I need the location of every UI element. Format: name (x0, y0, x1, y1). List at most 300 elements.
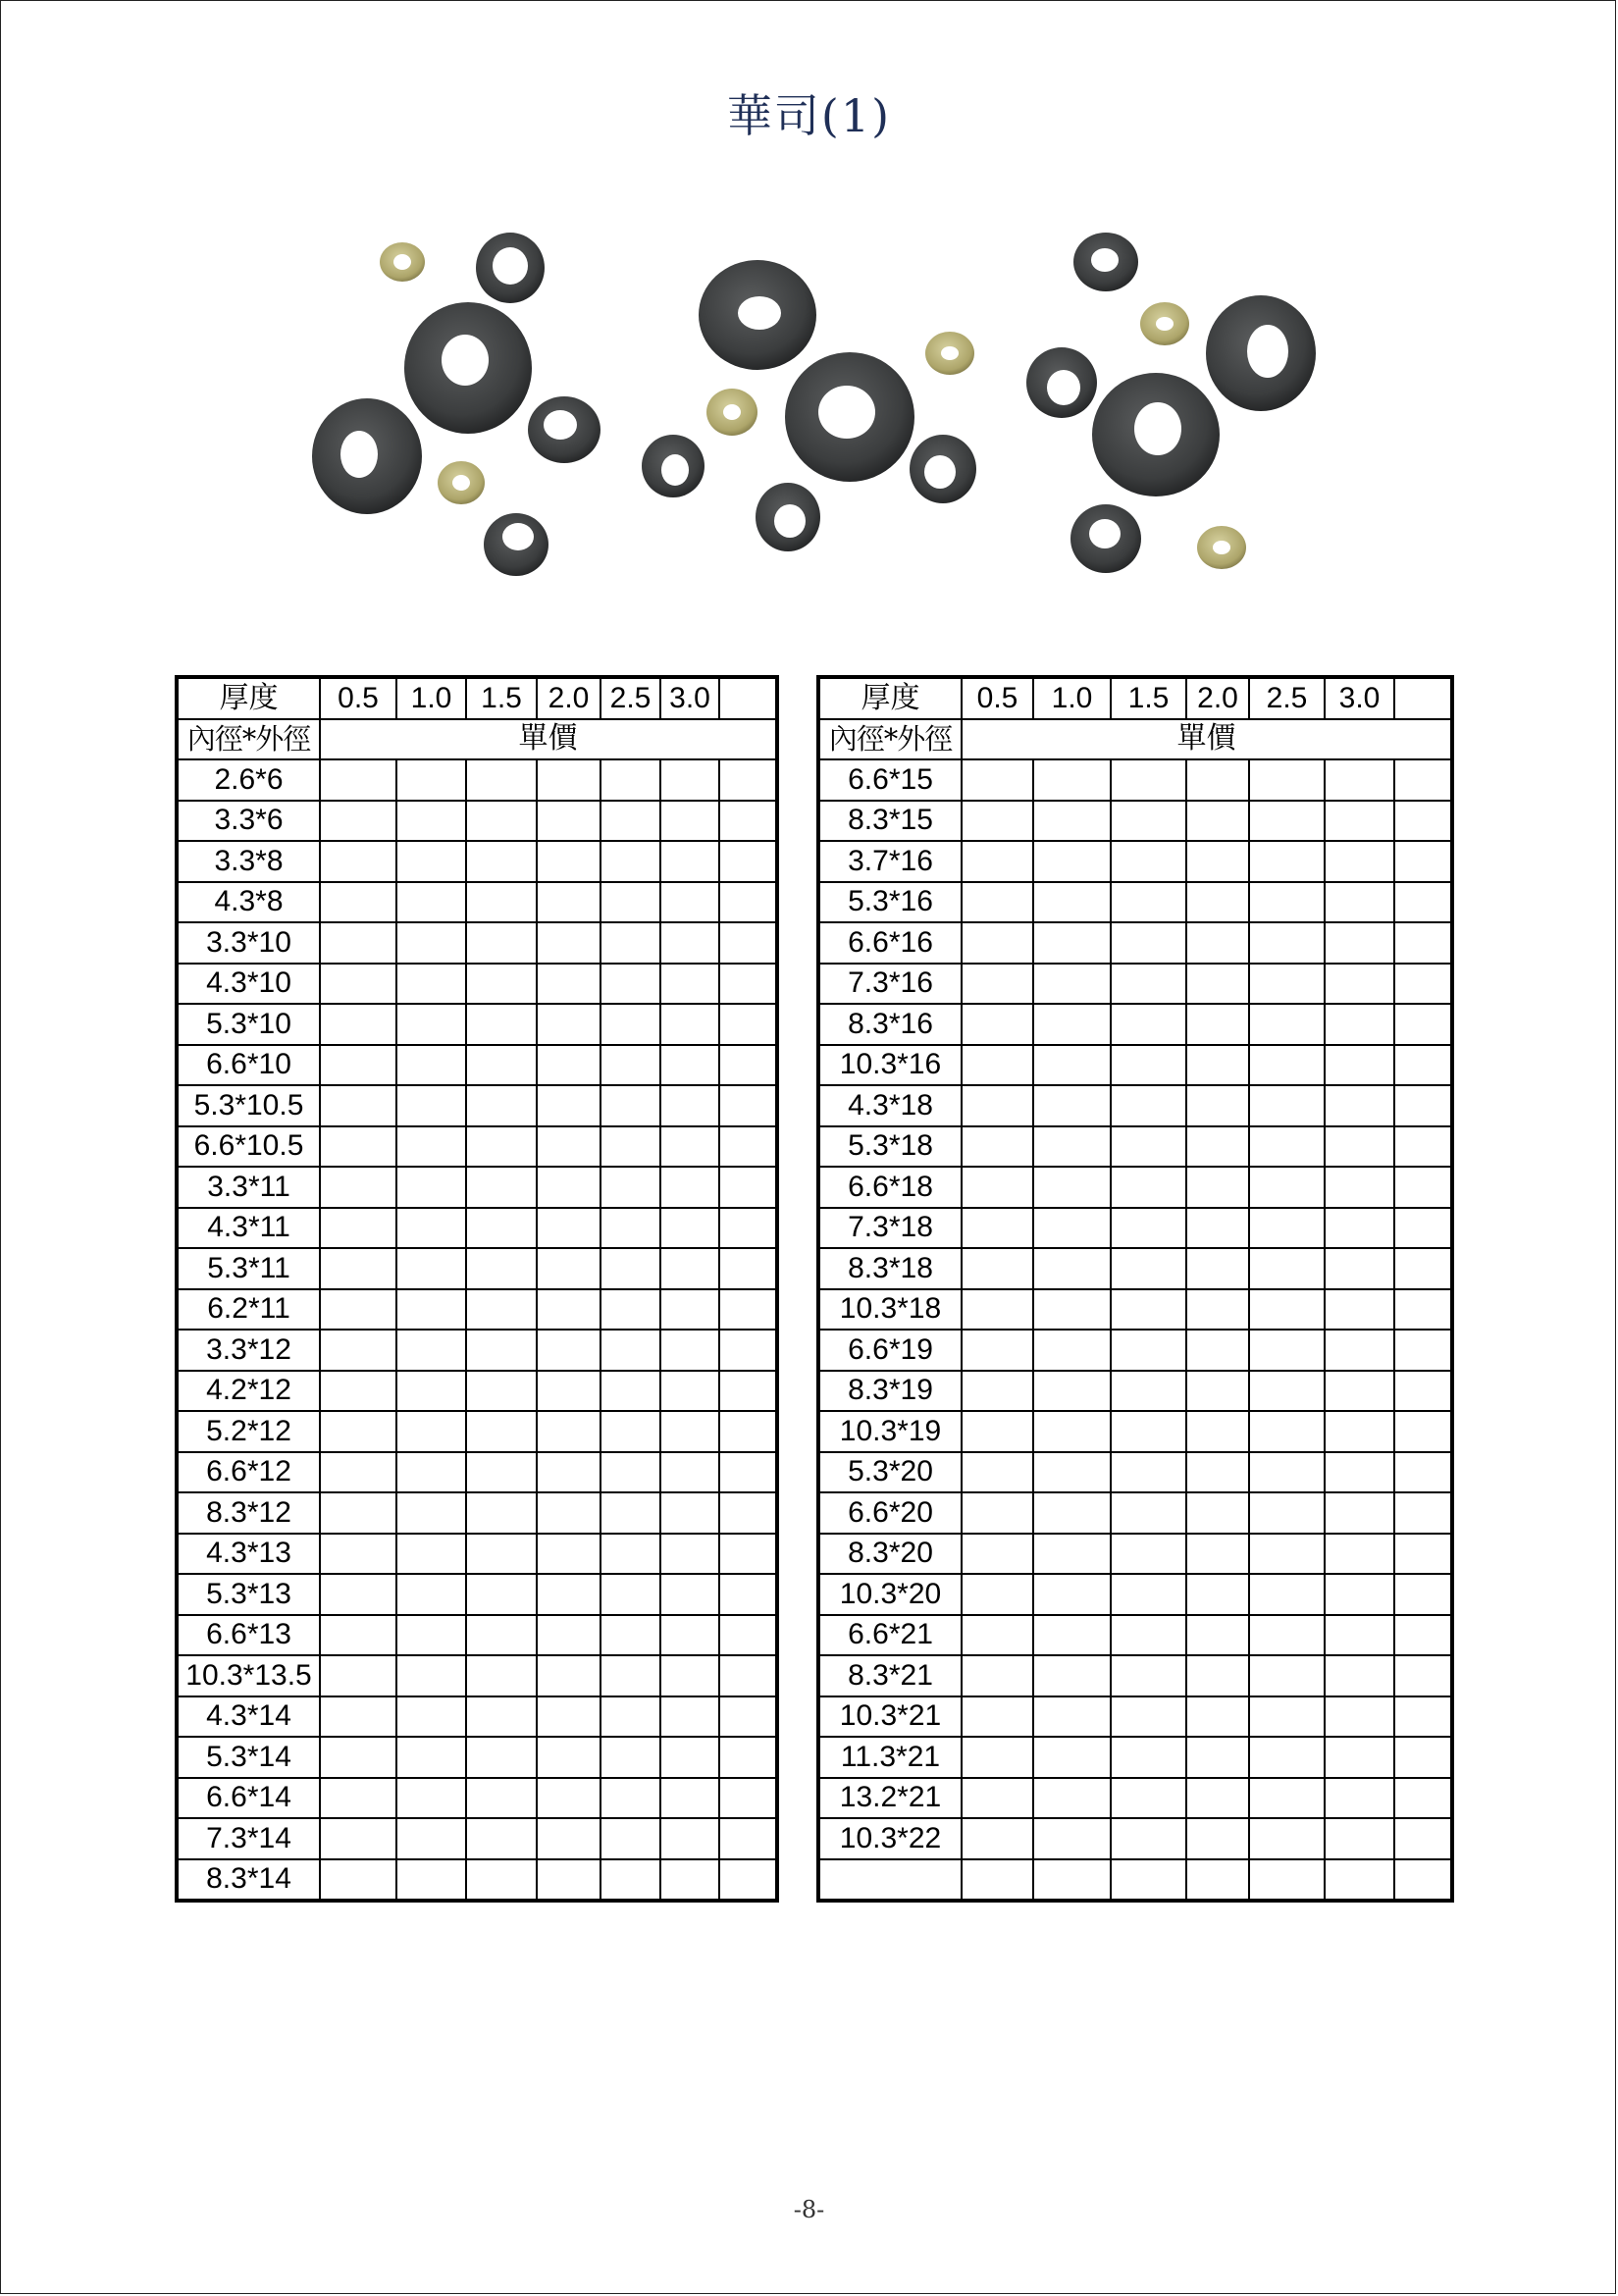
price-cell (962, 922, 1033, 964)
price-cell (962, 801, 1033, 842)
price-cell (600, 1126, 660, 1168)
table-row (818, 1452, 1452, 1493)
price-cell (719, 1615, 777, 1656)
price-cell (600, 1452, 660, 1493)
size-cell: 10.3*21 (818, 1696, 962, 1738)
price-cell (1249, 1126, 1325, 1168)
price-cell (1394, 1085, 1452, 1126)
table-row (177, 1045, 777, 1086)
price-cell (660, 1574, 719, 1615)
price-cell (660, 882, 719, 923)
price-cell (1249, 1818, 1325, 1859)
price-cell (466, 1330, 537, 1371)
price-cell (1249, 1655, 1325, 1696)
price-cell (1249, 922, 1325, 964)
table-row (818, 1737, 1452, 1778)
price-cell (1111, 882, 1186, 923)
size-cell: 6.6*20 (818, 1492, 962, 1534)
price-cell (600, 1737, 660, 1778)
price-cell (962, 1859, 1033, 1902)
price-cell (466, 1085, 537, 1126)
size-cell: 3.3*8 (177, 841, 320, 882)
price-cell (1325, 1859, 1394, 1902)
price-cell (537, 1696, 600, 1738)
price-cell (1111, 1208, 1186, 1249)
price-cell (1186, 1371, 1249, 1412)
thickness-value: 2.5 (600, 677, 660, 719)
size-cell: 4.3*18 (818, 1085, 962, 1126)
price-cell (466, 1737, 537, 1778)
price-cell (1033, 1167, 1111, 1208)
table-row (177, 1126, 777, 1168)
price-cell (1325, 1167, 1394, 1208)
price-cell (1325, 1818, 1394, 1859)
price-cell (1111, 1615, 1186, 1656)
thickness-value: 2.0 (1186, 677, 1249, 719)
price-cell (1325, 1737, 1394, 1778)
price-cell (1249, 1778, 1325, 1819)
price-cell (1249, 1330, 1325, 1371)
table-row (177, 1330, 777, 1371)
price-cell (719, 1818, 777, 1859)
price-cell (962, 882, 1033, 923)
size-cell: 3.3*11 (177, 1167, 320, 1208)
price-cell (1394, 841, 1452, 882)
price-cell (396, 1289, 466, 1331)
price-cell (1249, 801, 1325, 842)
price-cell (1186, 1208, 1249, 1249)
price-cell (537, 1045, 600, 1086)
price-cell (962, 1696, 1033, 1738)
price-cell (1325, 1126, 1394, 1168)
price-cell (660, 1371, 719, 1412)
price-cell (600, 1696, 660, 1738)
price-cell (1325, 1534, 1394, 1575)
price-cell (1186, 841, 1249, 882)
price-cell (537, 1289, 600, 1331)
price-cell (719, 922, 777, 964)
price-cell (1249, 964, 1325, 1005)
size-cell: 6.6*18 (818, 1167, 962, 1208)
price-cell (660, 1778, 719, 1819)
price-cell (466, 964, 537, 1005)
size-cell: 10.3*18 (818, 1289, 962, 1331)
price-cell (600, 1289, 660, 1331)
price-cell (396, 1778, 466, 1819)
page-title: 華司(1) (726, 89, 892, 142)
price-cell (396, 1126, 466, 1168)
price-cell (600, 1818, 660, 1859)
price-cell (1325, 841, 1394, 882)
table-row (818, 1492, 1452, 1534)
price-cell (1394, 1574, 1452, 1615)
price-cell (466, 1574, 537, 1615)
price-cell (962, 1085, 1033, 1126)
price-table-left (175, 675, 779, 1903)
size-cell: 8.3*18 (818, 1248, 962, 1289)
price-cell (466, 1655, 537, 1696)
thickness-value: 1.0 (396, 677, 466, 719)
price-cell (537, 1859, 600, 1902)
price-cell (719, 1655, 777, 1696)
price-cell (466, 1371, 537, 1412)
price-cell (466, 1004, 537, 1045)
price-table-right (816, 675, 1454, 1903)
price-cell (320, 1492, 396, 1534)
price-cell (660, 964, 719, 1005)
price-cell (1033, 1574, 1111, 1615)
price-cell (320, 1615, 396, 1656)
price-cell (1111, 1167, 1186, 1208)
price-cell (600, 882, 660, 923)
price-cell (1033, 759, 1111, 801)
price-cell (600, 1330, 660, 1371)
price-cell (719, 1085, 777, 1126)
table-row (177, 1818, 777, 1859)
price-cell (1325, 882, 1394, 923)
price-cell (1325, 1004, 1394, 1045)
price-cell (1033, 882, 1111, 923)
price-cell (719, 1208, 777, 1249)
size-cell: 8.3*16 (818, 1004, 962, 1045)
price-cell (320, 1696, 396, 1738)
table-row (177, 882, 777, 923)
price-cell (962, 1208, 1033, 1249)
price-cell (1033, 1859, 1111, 1902)
size-cell: 13.2*21 (818, 1778, 962, 1819)
price-cell (660, 801, 719, 842)
price-cell (1111, 1818, 1186, 1859)
price-cell (1249, 759, 1325, 801)
price-cell (1111, 1655, 1186, 1696)
unit-price-label: 單價 (320, 719, 777, 760)
price-cell (1186, 882, 1249, 923)
price-cell (660, 1330, 719, 1371)
price-cell (1186, 1004, 1249, 1045)
price-cell (719, 1859, 777, 1902)
price-cell (466, 1045, 537, 1086)
size-cell: 4.3*10 (177, 964, 320, 1005)
table-row (818, 1371, 1452, 1412)
thickness-value: 0.5 (962, 677, 1033, 719)
table-row (818, 882, 1452, 923)
price-cell (1394, 1859, 1452, 1902)
price-cell (1111, 1452, 1186, 1493)
price-cell (1325, 1085, 1394, 1126)
price-cell (1186, 1452, 1249, 1493)
price-cell (537, 1615, 600, 1656)
size-cell: 5.3*13 (177, 1574, 320, 1615)
price-cell (1186, 1737, 1249, 1778)
table-row (177, 964, 777, 1005)
price-cell (396, 882, 466, 923)
price-cell (396, 801, 466, 842)
price-cell (660, 841, 719, 882)
price-cell (537, 1534, 600, 1575)
price-cell (537, 1208, 600, 1249)
price-cell (466, 1615, 537, 1656)
table-row (177, 1248, 777, 1289)
price-cell (320, 1330, 396, 1371)
price-cell (660, 1167, 719, 1208)
table-row (177, 1208, 777, 1249)
price-cell (1394, 1248, 1452, 1289)
price-cell (1394, 964, 1452, 1005)
size-cell: 6.2*11 (177, 1289, 320, 1331)
table-row (177, 841, 777, 882)
price-cell (660, 1208, 719, 1249)
price-cell (600, 1167, 660, 1208)
price-cell (600, 1534, 660, 1575)
price-cell (1394, 1778, 1452, 1819)
table-row (818, 922, 1452, 964)
price-cell (962, 1004, 1033, 1045)
price-cell (466, 1208, 537, 1249)
price-cell (962, 1167, 1033, 1208)
price-cell (537, 1778, 600, 1819)
price-cell (1249, 1492, 1325, 1534)
size-cell: 8.3*19 (818, 1371, 962, 1412)
price-cell (1249, 1248, 1325, 1289)
price-cell (1111, 1248, 1186, 1289)
price-cell (320, 1289, 396, 1331)
thickness-value: 2.5 (1249, 677, 1325, 719)
price-cell (660, 1615, 719, 1656)
price-cell (396, 1737, 466, 1778)
price-cell (1249, 1534, 1325, 1575)
price-cell (1186, 801, 1249, 842)
price-cell (1325, 1289, 1394, 1331)
price-cell (1325, 759, 1394, 801)
price-cell (660, 1534, 719, 1575)
table-row (177, 1492, 777, 1534)
price-cell (719, 1045, 777, 1086)
price-cell (719, 759, 777, 801)
price-cell (600, 1371, 660, 1412)
price-cell (660, 1696, 719, 1738)
table-row (177, 1696, 777, 1738)
price-cell (719, 1289, 777, 1331)
price-cell (1111, 1004, 1186, 1045)
price-cell (1033, 1411, 1111, 1452)
price-cell (1249, 1859, 1325, 1902)
thickness-value: 3.0 (1325, 677, 1394, 719)
price-cell (320, 964, 396, 1005)
price-cell (1033, 1004, 1111, 1045)
thickness-value: 1.5 (1111, 677, 1186, 719)
price-cell (396, 1574, 466, 1615)
price-cell (1033, 1778, 1111, 1819)
size-cell: 5.3*10 (177, 1004, 320, 1045)
size-cell: 5.3*18 (818, 1126, 962, 1168)
price-cell (1033, 1696, 1111, 1738)
price-cell (537, 801, 600, 842)
price-cell (1033, 1289, 1111, 1331)
price-cell (466, 1167, 537, 1208)
size-cell: 8.3*21 (818, 1655, 962, 1696)
price-cell (1033, 1737, 1111, 1778)
price-cell (962, 1452, 1033, 1493)
price-cell (719, 1126, 777, 1168)
price-cell (1394, 1208, 1452, 1249)
price-cell (1325, 1452, 1394, 1493)
price-cell (320, 1655, 396, 1696)
price-cell (320, 1534, 396, 1575)
price-cell (1325, 1615, 1394, 1656)
size-cell: 2.6*6 (177, 759, 320, 801)
table-row (818, 1615, 1452, 1656)
price-cell (1394, 801, 1452, 842)
price-cell (1111, 1737, 1186, 1778)
price-cell (320, 1248, 396, 1289)
price-cell (320, 1371, 396, 1412)
price-cell (962, 1248, 1033, 1289)
price-cell (1249, 1004, 1325, 1045)
price-cell (320, 1778, 396, 1819)
price-cell (719, 1574, 777, 1615)
size-cell: 8.3*12 (177, 1492, 320, 1534)
price-cell (600, 1045, 660, 1086)
price-cell (396, 1208, 466, 1249)
table-row (818, 1655, 1452, 1696)
table-row (818, 1248, 1452, 1289)
size-cell: 8.3*20 (818, 1534, 962, 1575)
price-cell (537, 1452, 600, 1493)
price-cell (660, 1126, 719, 1168)
table-row (818, 1818, 1452, 1859)
price-cell (660, 1452, 719, 1493)
price-cell (466, 1126, 537, 1168)
price-cell (1186, 1778, 1249, 1819)
price-cell (660, 1411, 719, 1452)
price-cell (660, 1004, 719, 1045)
price-cell (466, 1778, 537, 1819)
price-cell (1186, 1615, 1249, 1656)
size-cell: 4.3*13 (177, 1534, 320, 1575)
size-cell: 5.3*10.5 (177, 1085, 320, 1126)
size-cell: 3.3*6 (177, 801, 320, 842)
price-cell (1111, 1778, 1186, 1819)
table-row (818, 841, 1452, 882)
price-cell (719, 1737, 777, 1778)
price-cell (1394, 1696, 1452, 1738)
price-cell (1325, 1655, 1394, 1696)
price-cell (320, 1859, 396, 1902)
price-cell (1249, 1167, 1325, 1208)
price-cell (660, 1248, 719, 1289)
price-cell (600, 1655, 660, 1696)
table-row (177, 1411, 777, 1452)
price-cell (1249, 1208, 1325, 1249)
price-cell (962, 1737, 1033, 1778)
size-cell: 8.3*15 (818, 801, 962, 842)
size-cell: 10.3*20 (818, 1574, 962, 1615)
price-cell (396, 1248, 466, 1289)
price-cell (537, 841, 600, 882)
price-cell (396, 1492, 466, 1534)
price-cell (396, 1615, 466, 1656)
table-row (818, 1696, 1452, 1738)
price-cell (396, 922, 466, 964)
thickness-value: 1.0 (1033, 677, 1111, 719)
table-row (818, 1167, 1452, 1208)
price-cell (660, 1655, 719, 1696)
price-cell (1325, 1696, 1394, 1738)
table-row (818, 759, 1452, 801)
size-cell: 5.3*16 (818, 882, 962, 923)
price-cell (1111, 841, 1186, 882)
price-cell (719, 801, 777, 842)
size-cell: 6.6*14 (177, 1778, 320, 1819)
price-cell (1394, 1126, 1452, 1168)
size-cell: 6.6*12 (177, 1452, 320, 1493)
price-cell (962, 1615, 1033, 1656)
price-cell (1033, 964, 1111, 1005)
size-cell: 6.6*21 (818, 1615, 962, 1656)
size-cell: 4.3*14 (177, 1696, 320, 1738)
price-cell (1186, 1248, 1249, 1289)
thickness-value: 0.5 (320, 677, 396, 719)
price-cell (600, 1492, 660, 1534)
price-cell (1033, 1534, 1111, 1575)
price-cell (660, 1085, 719, 1126)
price-cell (1111, 1696, 1186, 1738)
thickness-value (719, 677, 777, 719)
table-row (177, 1004, 777, 1045)
price-cell (1394, 1167, 1452, 1208)
price-cell (537, 1371, 600, 1412)
table-row (818, 1045, 1452, 1086)
header-row-thickness (818, 677, 1452, 719)
price-cell (719, 964, 777, 1005)
price-cell (1394, 1289, 1452, 1331)
price-cell (1325, 1492, 1394, 1534)
price-cell (600, 1615, 660, 1656)
price-cell (396, 1045, 466, 1086)
table-row (818, 1411, 1452, 1452)
price-cell (466, 1492, 537, 1534)
size-cell: 7.3*16 (818, 964, 962, 1005)
price-cell (962, 1289, 1033, 1331)
price-cell (466, 1818, 537, 1859)
price-cell (1394, 882, 1452, 923)
size-cell: 5.2*12 (177, 1411, 320, 1452)
price-cell (537, 1737, 600, 1778)
price-cell (1111, 1859, 1186, 1902)
price-cell (320, 1574, 396, 1615)
price-cell (466, 1859, 537, 1902)
price-cell (1111, 1330, 1186, 1371)
price-cell (320, 1411, 396, 1452)
price-cell (320, 1452, 396, 1493)
price-cell (1033, 1615, 1111, 1656)
price-cell (396, 1696, 466, 1738)
price-cell (537, 1248, 600, 1289)
thickness-label: 厚度 (177, 677, 320, 719)
price-cell (1249, 1615, 1325, 1656)
table-row (818, 1534, 1452, 1575)
size-cell: 6.6*10 (177, 1045, 320, 1086)
price-cell (1186, 1655, 1249, 1696)
price-cell (466, 1534, 537, 1575)
price-cell (320, 882, 396, 923)
price-cell (962, 1126, 1033, 1168)
price-cell (719, 882, 777, 923)
price-cell (600, 1004, 660, 1045)
price-cell (537, 922, 600, 964)
price-cell (320, 1737, 396, 1778)
price-cell (1111, 801, 1186, 842)
